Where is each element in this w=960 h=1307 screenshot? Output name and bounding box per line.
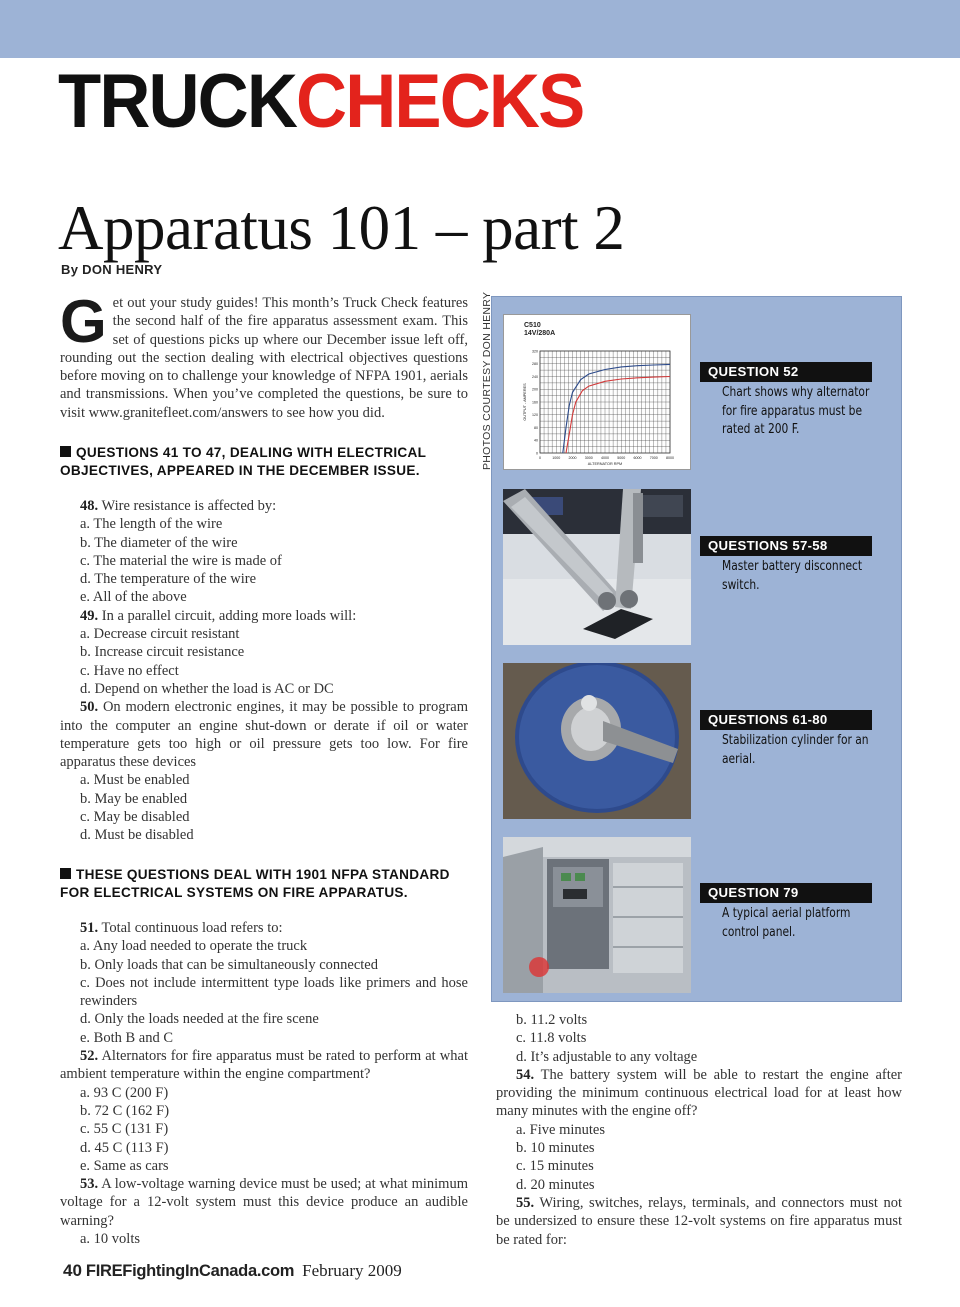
- figure-caption-q61-80: Stabilization cylinder for an aerial.: [722, 733, 869, 767]
- question-52: 52. Alternators for fire apparatus must be rated to perform at what ambient temperature within the engine compartment?: [60, 1048, 468, 1083]
- chart-x-tick-label: 7000: [649, 456, 658, 460]
- page-number: 40: [63, 1261, 82, 1280]
- chart-x-tick-label: 2000: [568, 456, 577, 460]
- chart-y-tick-label: 40: [534, 438, 538, 443]
- option: b. Only loads that can be simultaneously connected: [80, 956, 378, 973]
- stabilization-cylinder-image: [503, 489, 691, 645]
- option: d. Depend on whether the load is AC or DC: [80, 680, 334, 697]
- option: d. Only the loads needed at the fire scene: [80, 1011, 319, 1028]
- option: e. Both B and C: [80, 1029, 174, 1046]
- chart-y-tick-label: 320: [532, 349, 538, 354]
- option: d. It’s adjustable to any voltage: [516, 1048, 698, 1065]
- option: c. 15 minutes: [516, 1158, 594, 1175]
- photo-alternator-chart: [503, 314, 691, 470]
- drop-cap: G: [60, 288, 107, 355]
- photo-control-panel: [503, 837, 691, 993]
- chart-x-tick-label: 8000: [666, 456, 674, 460]
- brand-word-truck: TRUCK: [58, 59, 297, 144]
- photo-credit: PHOTOS COURTESY DON HENRY: [481, 291, 493, 470]
- intro-paragraph: [60, 288, 468, 422]
- option: a. Five minutes: [516, 1121, 606, 1138]
- chart-y-tick-label: 240: [532, 374, 538, 379]
- question-55: 55. Wiring, switches, relays, terminals, and connectors must not be undersized to ensure these 12-volt systems on fire apparatus must be rated for:: [496, 1194, 902, 1248]
- option: c. Have no effect: [80, 662, 179, 679]
- figure-label-q52: QUESTION 52: [700, 362, 872, 382]
- option: b. The diameter of the wire: [80, 534, 238, 551]
- option: b. 72 C (162 F): [80, 1102, 170, 1119]
- chart-x-tick-label: 5000: [617, 456, 626, 460]
- option: a. Any load needed to operate the truck: [80, 938, 308, 955]
- section-heading-1: QUESTIONS 41 TO 47, DEALING WITH ELECTRICAL OBJECTIVES, APPEARED IN THE DECEMBER ISSUE.: [60, 445, 427, 479]
- intro-text: et out your study guides! This month’s Truck Check features the second half of the fire apparatus assessment exam. This set of questions picks up where our December issue left off, rounding out the section dealing with electrical objectives questions before moving on to challenge your knowledge of NFPA 1901, aerials and transmissions. When you’ve completed the questions, be sure to visit www.granitefleet.com/answers to see how you did.: [60, 295, 468, 421]
- chart-y-tick-label: 0: [536, 451, 538, 456]
- questions-block-3: [496, 1011, 902, 1249]
- chart-x-axis-label: ALTERNATOR RPM: [587, 462, 623, 466]
- article-byline: By DON HENRY: [61, 262, 163, 277]
- option: a. Must be enabled: [80, 772, 190, 789]
- option: d. The temperature of the wire: [80, 571, 257, 588]
- option: c. 11.8 volts: [516, 1030, 587, 1047]
- option: d. 20 minutes: [516, 1176, 595, 1193]
- question-51: 51. Total continuous load refers to:: [80, 920, 283, 936]
- photo-stabilization-cylinder: [503, 489, 691, 645]
- section-heading-2: THESE QUESTIONS DEAL WITH 1901 NFPA STANDARD FOR ELECTRICAL SYSTEMS ON FIRE APPARATUS.: [60, 867, 450, 901]
- option: e. Same as cars: [80, 1157, 169, 1174]
- figure-caption-q57-58: Master battery disconnect switch.: [722, 559, 863, 593]
- chart-title-line-2: 14V/280A: [524, 330, 556, 337]
- page-footer: [63, 1261, 402, 1281]
- chart-x-tick-label: 4000: [601, 456, 609, 460]
- chart-x-tick-label: 1000: [552, 456, 561, 460]
- chart-x-tick-label: 0: [539, 456, 541, 460]
- option: c. Does not include intermittent type loads like primers and hose rewinders: [80, 974, 468, 1010]
- figure-label-q61-80: QUESTIONS 61-80: [700, 710, 872, 730]
- option: b. 11.2 volts: [516, 1012, 588, 1028]
- chart-y-axis-label: OUTPUT - AMPERES: [523, 383, 527, 421]
- figure-caption-q52: Chart shows why alternator for fire apparatus must be rated at 200 F.: [722, 385, 870, 437]
- option: c. 55 C (131 F): [80, 1121, 169, 1138]
- figure-caption-q79: A typical aerial platform control panel.: [722, 906, 851, 940]
- control-panel-image: [503, 837, 691, 993]
- chart-y-tick-label: 280: [532, 362, 538, 367]
- issue-date: February 2009: [302, 1261, 402, 1280]
- battery-switch-image: [503, 663, 691, 819]
- question-48: 48. Wire resistance is affected by:: [80, 498, 277, 514]
- question-50: 50. On modern electronic engines, it may be possible to program into the computer an engine shut-down or derate if oil or water temperature gets too high or oil pressure gets too low. For fire apparatus these devices: [60, 699, 469, 771]
- article-headline: Apparatus 101 – part 2: [58, 193, 625, 263]
- figure-label-q79: QUESTION 79: [700, 883, 872, 903]
- square-bullet-icon: [60, 446, 71, 457]
- magazine-site: FIREFightingInCanada.com: [85, 1262, 295, 1280]
- brand-word-checks: CHECKS: [296, 59, 584, 144]
- option: e. All of the above: [80, 589, 187, 606]
- questions-block-2: [60, 919, 468, 1248]
- photo-battery-switch: [503, 663, 691, 819]
- chart-y-tick-label: 80: [534, 425, 538, 430]
- option: a. 10 volts: [80, 1231, 141, 1248]
- option: c. May be disabled: [80, 809, 190, 826]
- question-54: 54. The battery system will be able to restart the engine after providing the minimum continuous electrical load for at least how many minutes with the engine off?: [496, 1066, 902, 1120]
- option: d. Must be disabled: [80, 827, 194, 844]
- square-bullet-icon: [60, 868, 71, 879]
- option: a. 93 C (200 F): [80, 1084, 169, 1101]
- option: a. Decrease circuit resistant: [80, 626, 240, 643]
- option: a. The length of the wire: [80, 516, 223, 533]
- question-49: 49. In a parallel circuit, adding more loads will:: [80, 607, 357, 624]
- option: b. Increase circuit resistance: [80, 644, 245, 661]
- chart-title-line-1: C510: [524, 322, 541, 329]
- section-brand-title: [58, 59, 584, 144]
- questions-block-1: [60, 497, 468, 845]
- option: d. 45 C (113 F): [80, 1139, 169, 1156]
- option: b. May be enabled: [80, 790, 188, 807]
- chart-y-tick-label: 200: [532, 387, 538, 392]
- option: b. 10 minutes: [516, 1140, 595, 1157]
- chart-x-tick-label: 6000: [633, 456, 642, 460]
- alternator-output-chart: [504, 315, 691, 470]
- question-53: 53. A low-voltage warning device must be used; at what minimum voltage for a 12-volt system must this device produce an audible warning?: [60, 1176, 468, 1229]
- top-color-bar: [0, 0, 960, 58]
- chart-y-tick-label: 120: [532, 413, 538, 418]
- option: c. The material the wire is made of: [80, 552, 282, 569]
- figure-label-q57-58: QUESTIONS 57-58: [700, 536, 872, 556]
- chart-y-tick-label: 160: [532, 400, 538, 405]
- chart-x-tick-label: 3000: [584, 456, 593, 460]
